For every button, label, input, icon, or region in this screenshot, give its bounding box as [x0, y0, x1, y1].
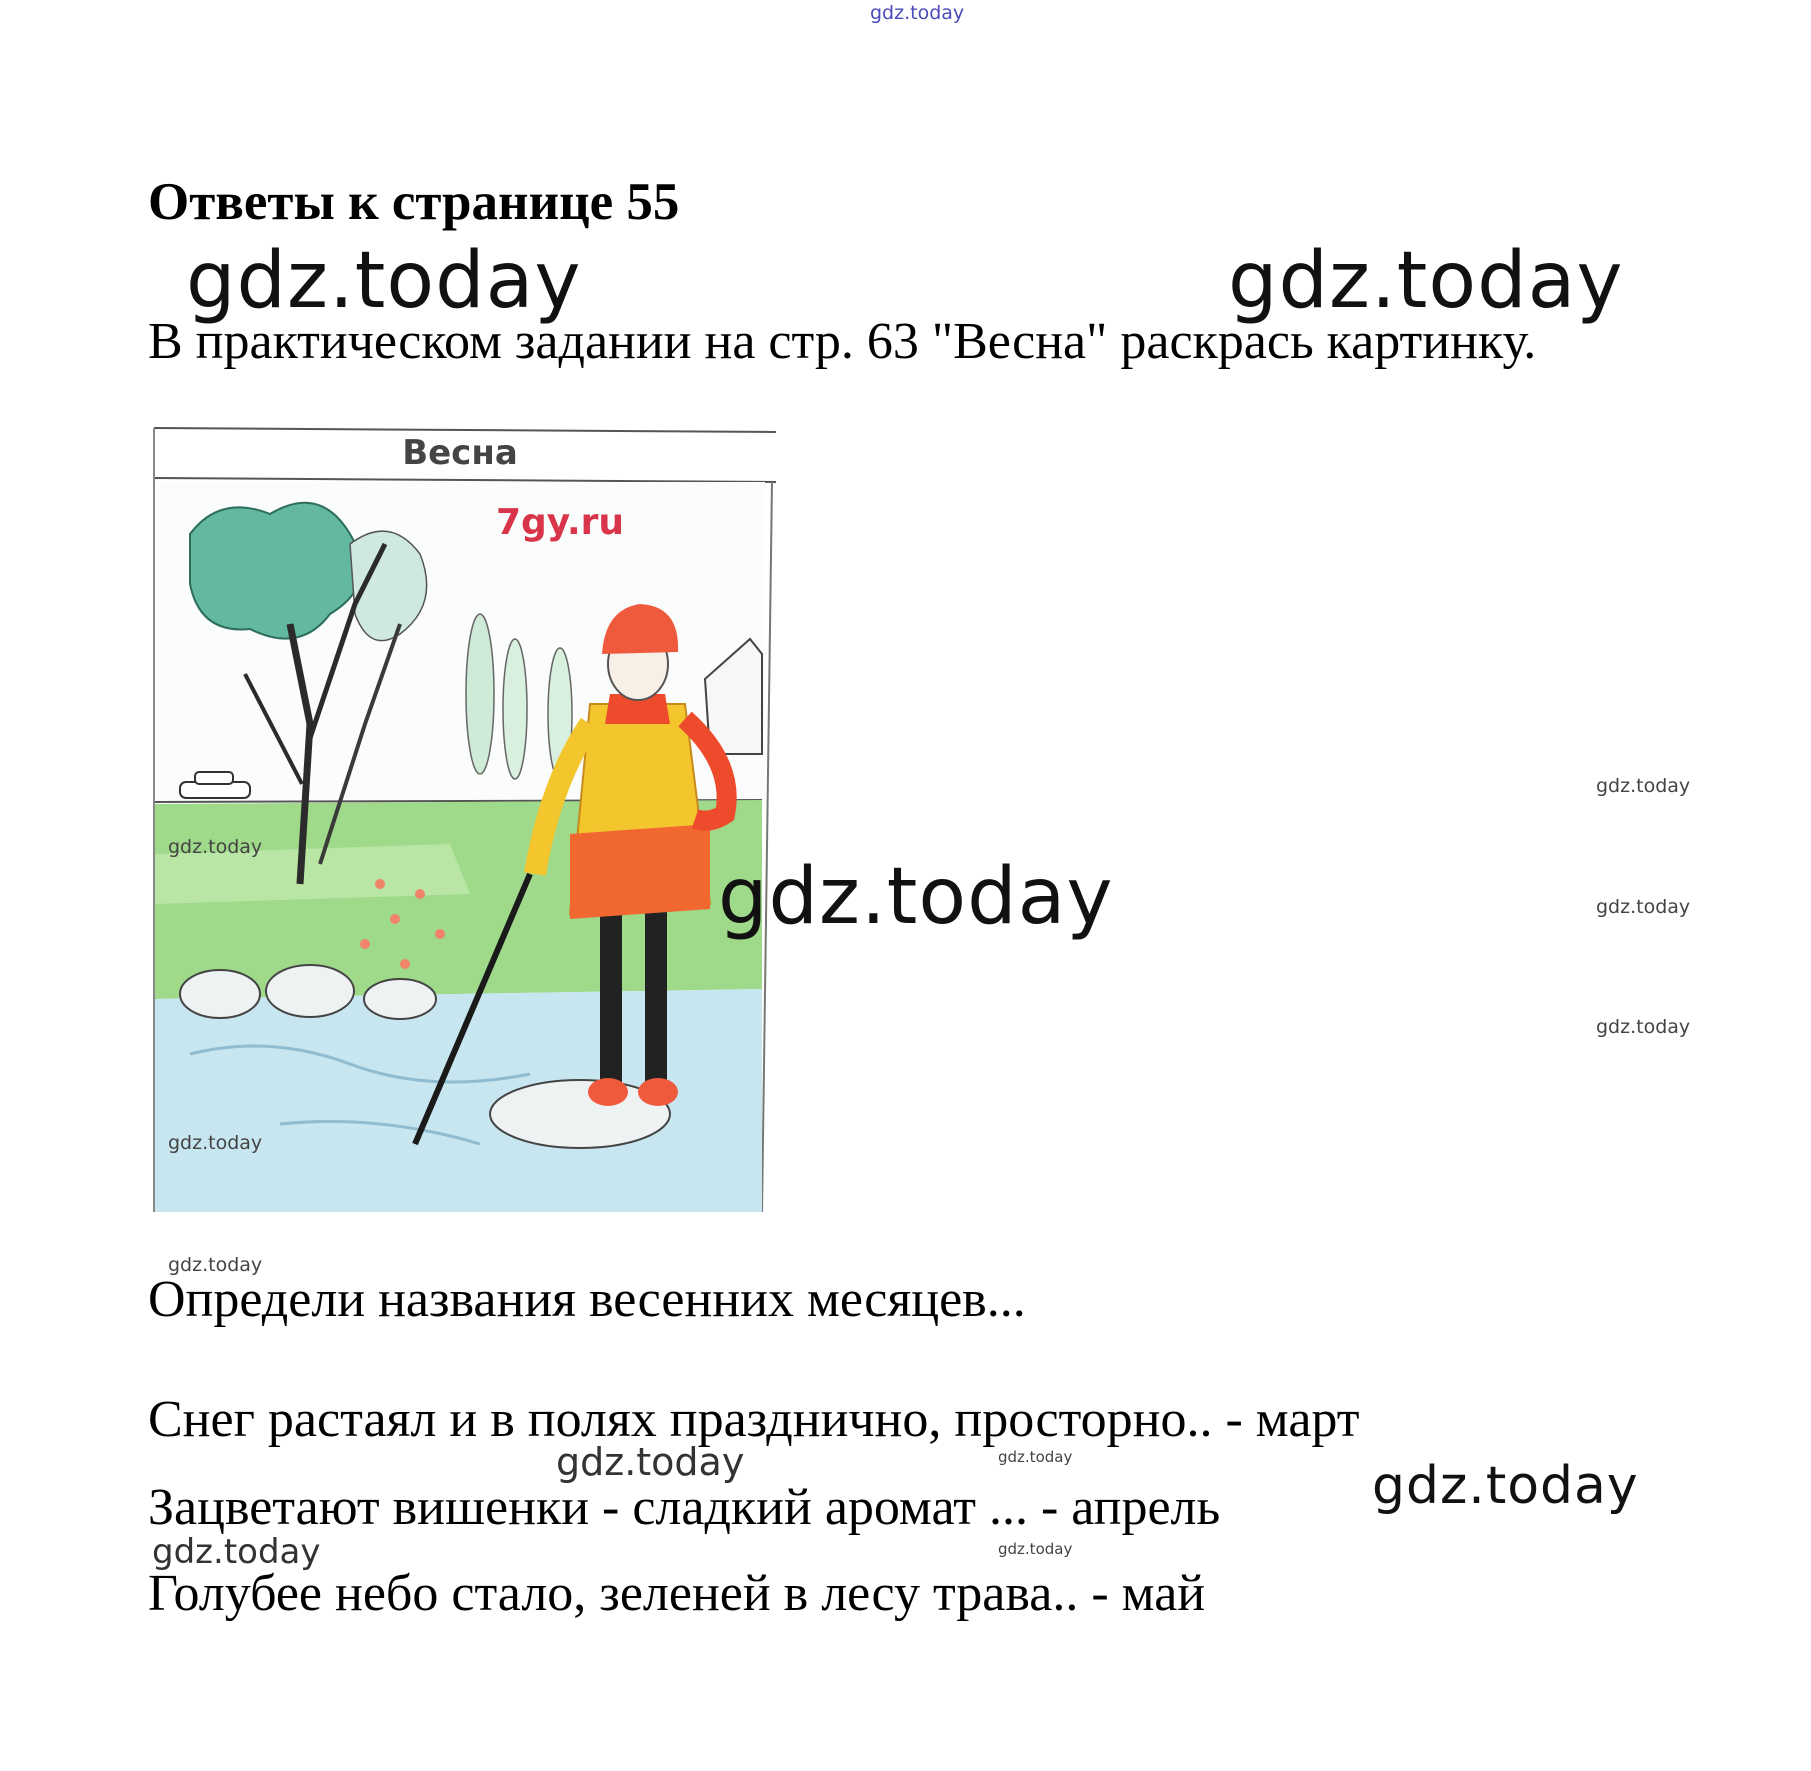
watermark-right-2: gdz.today — [1596, 896, 1691, 918]
task-instruction-months: Определи названия весенних месяцев... — [148, 1271, 1026, 1328]
watermark-big-center: gdz.today — [718, 852, 1114, 942]
watermark-pic-1: gdz.today — [168, 836, 263, 858]
watermark-right-1: gdz.today — [1596, 775, 1691, 797]
watermark-answers-5: gdz.today — [998, 1540, 1073, 1558]
watermark-answers-1: gdz.today — [556, 1440, 745, 1484]
page-title: Ответы к странице 55 — [148, 173, 680, 231]
watermark-answers-2: gdz.today — [998, 1448, 1073, 1466]
answer-march: Снег растаял и в полях празднично, просторно.. - март — [148, 1391, 1360, 1448]
watermark-pic-2: gdz.today — [168, 1132, 263, 1154]
watermark-big-left: gdz.today — [186, 236, 582, 326]
illustration-site-mark: 7gy.ru — [495, 502, 625, 543]
watermark-task2: gdz.today — [168, 1254, 263, 1276]
task-instruction-coloring: В практическом задании на стр. 63 "Весна" раскрась картинку. — [148, 313, 1537, 370]
answer-april: Зацветают вишенки - сладкий аромат ... - апрель — [148, 1479, 1221, 1536]
spring-illustration — [150, 424, 776, 1212]
illustration-title: Весна — [402, 433, 518, 473]
watermark-answers-4: gdz.today — [152, 1532, 321, 1572]
watermark-big-right: gdz.today — [1228, 236, 1624, 326]
answer-may: Голубее небо стало, зеленей в лесу трава.. - май — [148, 1565, 1206, 1622]
watermark-top: gdz.today — [870, 2, 965, 24]
watermark-answers-3: gdz.today — [1372, 1456, 1639, 1516]
watermark-right-3: gdz.today — [1596, 1016, 1691, 1038]
